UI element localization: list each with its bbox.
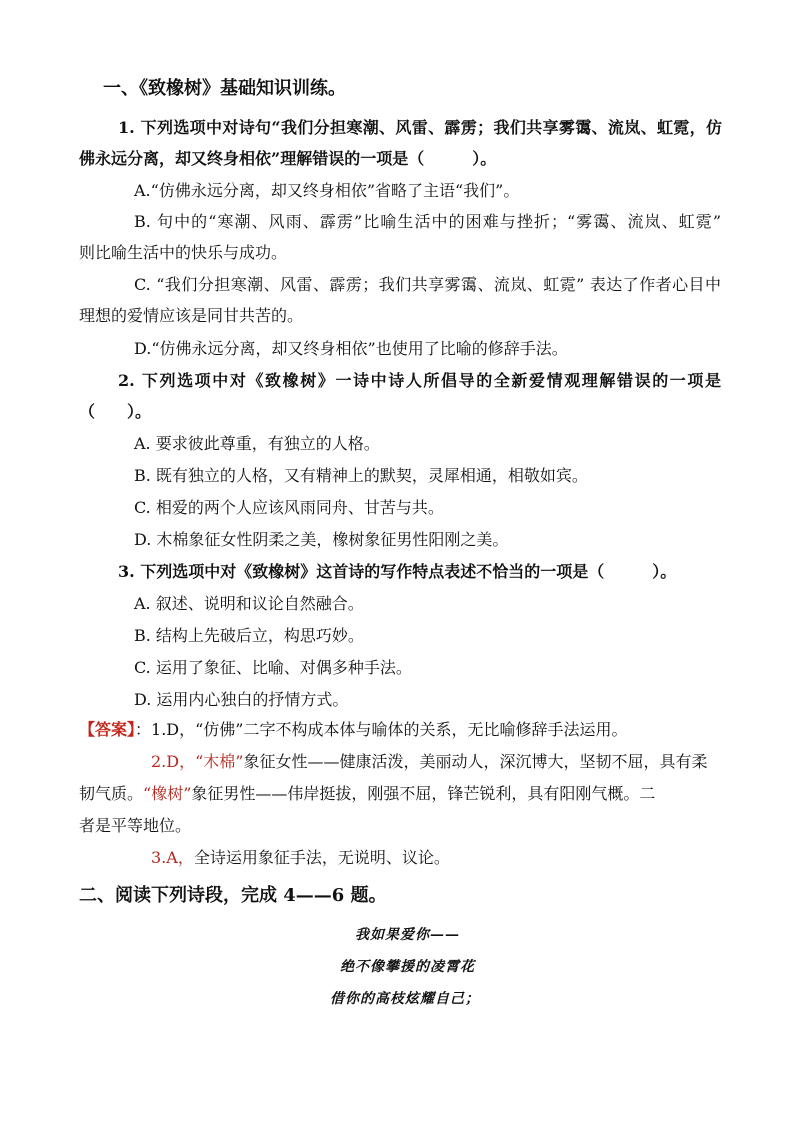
q2-stem-line1-text: 2. 下列选项中对《致橡树》一诗中诗人所倡导的全新爱情观理解错误的一项是 — [118, 371, 721, 390]
q2-option-c: C. 相爱的两个人应该风雨同舟、甘苦与共。 — [134, 498, 444, 517]
answer-1-text: ：1.D，“仿佛”二字不构成本体与喻体的关系，无比喻修辞手法运用。 — [135, 720, 628, 739]
answer-3-text: 全诗运用象征手法，无说明、议论。 — [193, 848, 450, 867]
answer-2-line3: 者是平等地位。 — [79, 816, 192, 835]
q1-option-c-line1: C. “我们分担寒潮、风雷、霹雳；我们共享雾霭、流岚、虹霓” 表达了作者心目中 — [134, 275, 721, 294]
q1-option-a: A.“仿佛永远分离，却又终身相依”省略了主语“我们”。 — [134, 181, 520, 200]
answer-3 — [151, 848, 450, 868]
q2-stem-line1 — [118, 371, 721, 391]
q3-option-b: B. 结构上先破后立，构思巧妙。 — [134, 626, 364, 645]
q3-stem: 3. 下列选项中对《致橡树》这首诗的写作特点表述不恰当的一项是（ ）。 — [118, 562, 677, 581]
q1-option-b-line1: B. 句中的“寒潮、风雨、霹雳”比喻生活中的困难与挫折；“雾霭、流岚、虹霓” — [134, 212, 721, 231]
q2-option-d: D. 木棉象征女性阴柔之美，橡树象征男性阳刚之美。 — [134, 530, 509, 549]
q1-option-b-line2: 则比喻生活中的快乐与成功。 — [79, 243, 288, 262]
poem-line-1: 我如果爱你—— — [355, 927, 460, 943]
answer-2-line1-text: 象征女性——健康活泼，美丽动人，深沉博大，坚韧不屈，具有柔 — [243, 752, 708, 771]
answer-label: 【答案】 — [79, 720, 136, 739]
section1-title: 一、《致橡树》基础知识训练。 — [103, 78, 346, 99]
q1-option-d: D.“仿佛永远分离，却又终身相依”也使用了比喻的修辞手法。 — [134, 339, 568, 358]
answer-2-line1 — [151, 752, 708, 772]
q1-stem-line2: 佛永远分离，却又终身相依”理解错误的一项是（ ）。 — [79, 149, 497, 168]
q3-option-a: A. 叙述、说明和议论自然融合。 — [134, 594, 364, 613]
answer-1 — [79, 720, 627, 740]
q2-option-b: B. 既有独立的人格，又有精神上的默契，灵犀相通，相敬如宾。 — [134, 466, 588, 485]
q3-option-c: C. 运用了象征、比喻、对偶多种手法。 — [134, 658, 412, 677]
q2-stem-line2: （ ）。 — [79, 402, 152, 421]
answer-2-line2-text: 象征男性——伟岸挺拔，刚强不屈，锋芒锐利，具有阳刚气概。二 — [191, 784, 656, 803]
poem-line-3: 借你的高枝炫耀自己； — [330, 991, 480, 1007]
q2-option-a: A. 要求彼此尊重，有独立的人格。 — [134, 434, 380, 453]
answer-2-line2 — [79, 784, 655, 804]
poem-line-2: 绝不像攀援的凌霄花 — [340, 959, 475, 975]
section2-title: 二、阅读下列诗段，完成 4——6 题。 — [79, 885, 387, 906]
answer-3-number: 3.A， — [151, 848, 194, 867]
answer-2-xiangshu: “橡树” — [143, 784, 192, 803]
q1-option-c-line2: 理想的爱情应该是同甘共苦的。 — [79, 306, 304, 325]
answer-2-line2-pre: 韧气质。 — [79, 784, 144, 803]
answer-2-number: 2.D， — [151, 752, 196, 771]
answer-2-mumian: “木棉” — [195, 752, 244, 771]
q1-stem-line1: 1. 下列选项中对诗句“我们分担寒潮、风雷、霹雳；我们共享雾霭、流岚、虹霓，仿 — [118, 118, 722, 137]
q3-option-d: D. 运用内心独白的抒情方式。 — [134, 690, 349, 709]
